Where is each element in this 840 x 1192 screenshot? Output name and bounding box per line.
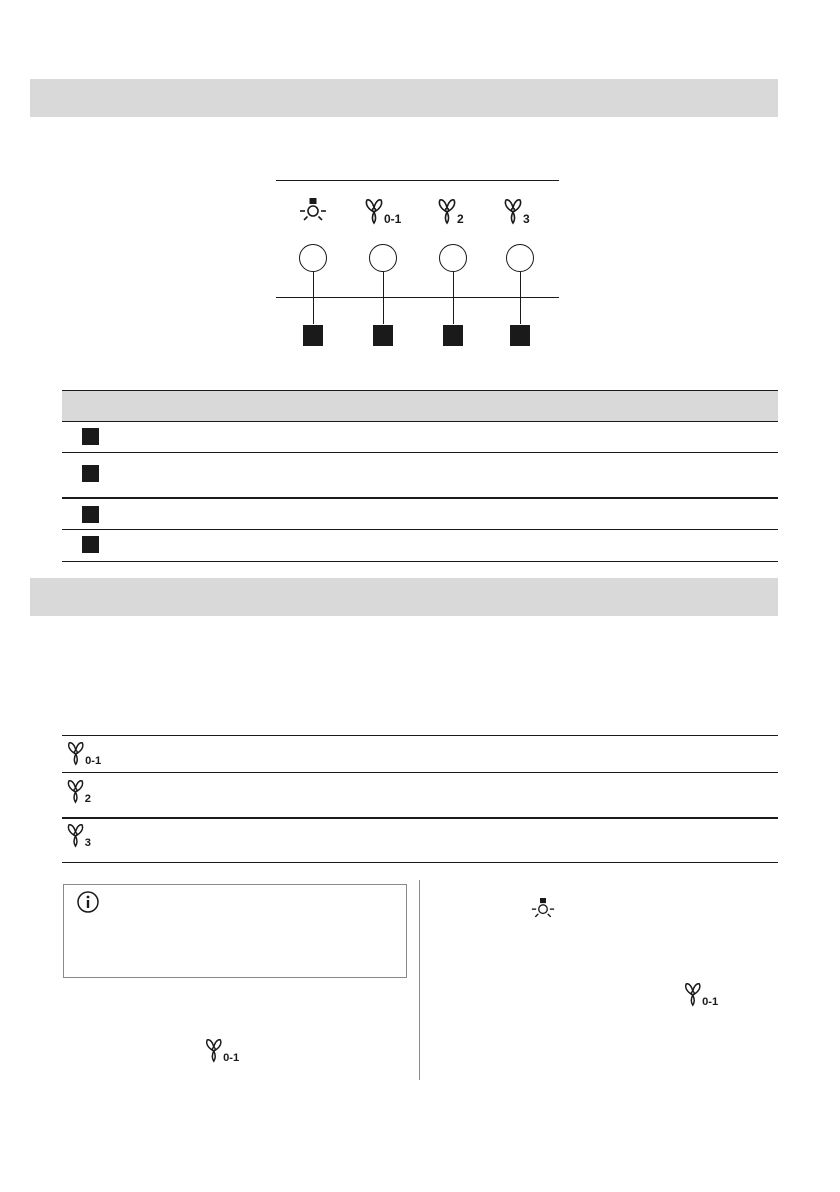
fan-icon-speed-2	[66, 779, 98, 805]
fan-icon-inline	[204, 1038, 244, 1064]
fan-speed-2-button[interactable]	[439, 244, 467, 272]
fan-icon-speed-2	[437, 198, 471, 226]
table-rule	[62, 772, 778, 773]
fan-speed-label: 0-1	[702, 996, 719, 1008]
table-rule	[62, 390, 778, 391]
fan-speed-label: 0-1	[223, 1052, 240, 1064]
table-rule	[62, 561, 778, 562]
section-header-daily-use	[30, 578, 778, 616]
legend-marker	[82, 536, 99, 553]
legend-marker	[82, 465, 99, 482]
table-rule	[62, 735, 778, 736]
leader-line	[383, 272, 384, 324]
section-header-control-panel	[30, 79, 778, 117]
callout-marker-2	[373, 325, 393, 346]
leader-line	[313, 272, 314, 324]
leader-line	[453, 272, 454, 324]
fan-speed-label: 3	[523, 212, 530, 226]
light-icon-inline	[530, 898, 556, 922]
fan-speed-3-button[interactable]	[506, 244, 534, 272]
fan-icon-speed-0-1	[66, 741, 106, 767]
fan-speed-label: 0-1	[384, 212, 402, 226]
fan-icon-speed-3	[66, 823, 98, 849]
info-icon	[76, 890, 100, 914]
light-button[interactable]	[299, 244, 327, 272]
table-rule	[62, 862, 778, 863]
legend-marker	[82, 506, 99, 523]
leader-line	[520, 272, 521, 324]
callout-marker-4	[510, 325, 530, 346]
panel-top-line	[276, 180, 559, 181]
legend-marker	[82, 428, 99, 445]
table-rule	[62, 452, 778, 453]
fan-icon-inline	[683, 982, 723, 1008]
table-rule	[62, 421, 778, 422]
callout-marker-1	[303, 325, 323, 346]
info-note-box	[63, 884, 407, 978]
fan-speed-label: 2	[84, 793, 91, 805]
fan-icon-speed-0-1	[364, 198, 406, 226]
fan-speed-0-1-button[interactable]	[369, 244, 397, 272]
fan-icon-speed-3	[503, 198, 537, 226]
column-divider	[419, 880, 420, 1080]
panel-bottom-line	[276, 297, 559, 298]
light-icon	[298, 198, 328, 226]
fan-speed-label: 0-1	[85, 755, 102, 767]
callout-marker-3	[443, 325, 463, 346]
table-rule	[62, 497, 778, 499]
fan-speed-label: 3	[84, 837, 91, 849]
fan-speed-label: 2	[457, 212, 464, 226]
legend-table-header	[62, 390, 778, 422]
table-rule	[62, 817, 778, 819]
table-rule	[62, 529, 778, 530]
